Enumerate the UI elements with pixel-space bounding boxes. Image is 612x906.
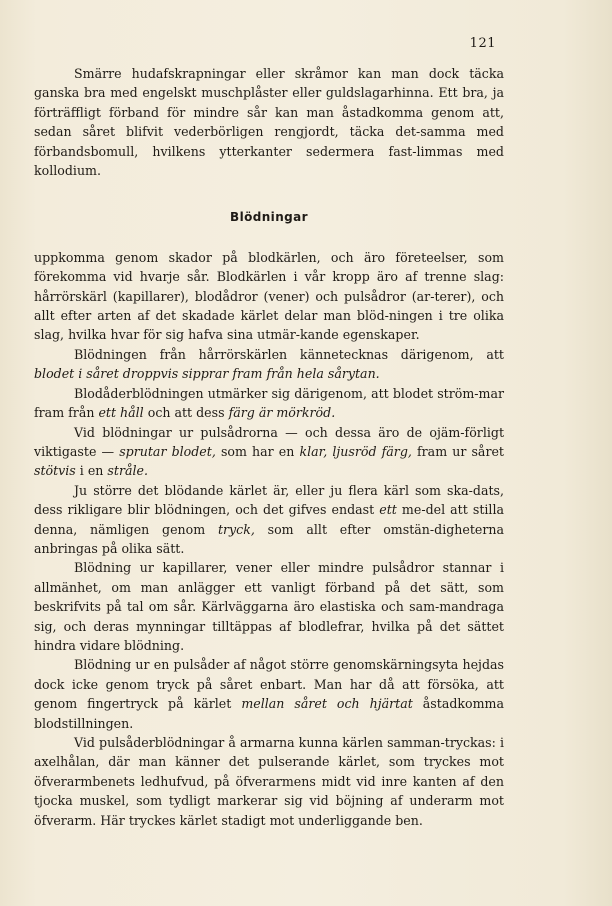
section-heading: Blödningar	[230, 210, 308, 225]
page-body	[34, 64, 504, 830]
p5-text-b: me-del att stilla denna, nämligen genom	[34, 502, 504, 537]
paragraph-3	[34, 384, 504, 423]
intro-paragraph	[34, 64, 504, 180]
p3-text-b: och att dess	[147, 405, 225, 421]
paragraph-4	[34, 423, 504, 481]
p7-italic-a: mellan såret och hjärtat	[241, 696, 413, 712]
p3-italic-a: ett håll	[98, 405, 144, 421]
p5-text-c: som allt efter omstän-digheterna anbringas på olika sätt.	[34, 521, 504, 556]
intro-sentence-2: Ett bra, ja förträffligt förband för mindre sår kan man åstadkomma genom att, sedan såret blifvit vederbörligen rengjordt, täcka det-samma med förbandsbomull, hvilkens ytterkanter sedermera fast-limmas med kollodium.	[34, 85, 505, 179]
p4-italic-b: klar, ljusröd färg,	[299, 443, 412, 459]
paragraph-7	[34, 655, 504, 733]
p4-text-c: fram ur såret	[417, 443, 504, 459]
p2-text: Blödningen från hårrörskärlen kännetecknas därigenom, att	[74, 346, 504, 362]
p4-text-a: Vid blödningar ur pulsådrorna — och dessa äro de ojäm-förligt viktigaste —	[34, 424, 504, 459]
p7-text-a: Blödning ur en pulsåder af något större genomskärningsyta hejdas dock icke genom tryck på såret enbart. Man har då att försöka, att genom fingertryck på kärlet	[34, 657, 504, 712]
p4-italic-a: sprutar blodet,	[119, 443, 216, 459]
p4-text-b: som har en	[220, 443, 295, 459]
paragraph-8: Vid pulsåderblödningar å armarna kunna kärlen samman-tryckas: i axelhålan, där man känner det pulserande kärlet, som tryckes mot öfverarmbenets ledhufvud, på öfverarmens midt vid inre kanten af den tjocka muskel, som tydligt markerar sig vid böjning af underarm mot öfverarm. Här tryckes kärlet stadigt mot underliggande ben.	[34, 735, 504, 828]
paragraph-2	[34, 345, 504, 384]
p2-italic: blodet i såret droppvis sipprar fram från hela sårytan.	[34, 366, 380, 382]
p5-text-a: Ju större det blödande kärlet är, eller ju flera kärl som ska-dats, dess rikligare blir blödningen, och det gifves endast	[34, 482, 504, 518]
p5-italic-b: tryck,	[217, 521, 255, 537]
p3-text-a: Blodåderblödningen utmärker sig därigenom, att blodet ström-mar fram från	[34, 385, 504, 421]
p7-text-b: åstadkomma blodstillningen.	[34, 696, 504, 731]
page-number: 121	[469, 36, 496, 51]
p3-italic-b: färg är mörkröd.	[228, 405, 336, 421]
p4-italic-c: stötvis	[34, 463, 76, 479]
paragraph-1: uppkomma genom skador på blodkärlen, och äro företeelser, som förekomma vid hvarje sår. Blodkärlen i vår kropp äro af trenne slag: hårrörskärl (kapillarer), blodådror (vener) och pulsådror (ar-terer), och allt efter arten af det skadade kärlet delar man blöd-ningen i tre olika slag, hvilka hvar för sig hafva sina utmär-kande egenskaper.	[34, 249, 504, 343]
paragraph-6: Blödning ur kapillarer, vener eller mindre pulsådror stannar i allmänhet, om man anlägger ett vanligt förband på det sätt, som beskrifvits på tal om sår. Kärlväggarna äro elastiska och sam-mandraga sig, och deras mynningar tilltäppas af blodlefrar, hvilka på det sättet hindra vidare blödning.	[34, 560, 504, 653]
paragraph-5	[34, 481, 504, 559]
intro-sentence-1: Smärre hudafskrapningar eller skråmor kan man dock täcka ganska bra med engelskt muschplåster eller guldslagarhinna.	[34, 66, 504, 101]
p5-italic-a: ett	[379, 502, 397, 518]
p4-italic-d: stråle.	[107, 463, 148, 479]
p4-text-d: i en	[79, 463, 104, 479]
